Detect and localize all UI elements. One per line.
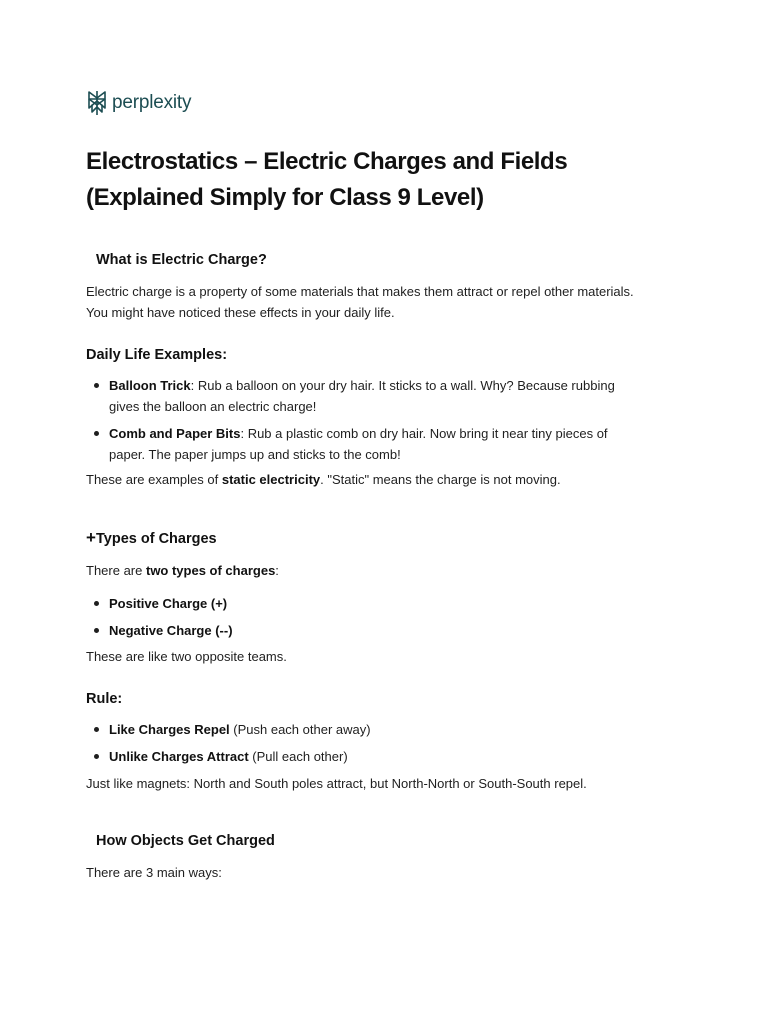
- section-heading-electric-charge: What is Electric Charge?: [96, 252, 267, 268]
- section-heading-types-of-charges: +Types of Charges: [86, 528, 217, 547]
- brand-logo[interactable]: [86, 88, 686, 118]
- opposite-teams-note: These are like two opposite teams.: [86, 649, 287, 664]
- list-item: Positive Charge (+): [109, 593, 686, 614]
- list-item: Like Charges Repel (Push each other away): [109, 719, 686, 740]
- list-item: Negative Charge (--): [109, 620, 686, 641]
- charge-definition: Electric charge is a property of some materials that makes them attract or repel other materials. You might have noticed these effects in your daily life.: [86, 284, 634, 320]
- types-intro: There are two types of charges:: [86, 563, 279, 578]
- charge-types-list: [86, 593, 686, 641]
- list-item: Unlike Charges Attract (Pull each other): [109, 746, 686, 767]
- list-item: Comb and Paper Bits: Rub a plastic comb on dry hair. Now bring it near tiny pieces of paper. The paper jumps up and sticks to the comb!: [109, 423, 686, 465]
- plus-icon: +: [86, 528, 96, 547]
- page-title-line-2: (Explained Simply for Class 9 Level): [86, 184, 484, 211]
- magnets-note: Just like magnets: North and South poles attract, but North-North or South-South repel.: [86, 776, 587, 791]
- rules-list: [86, 719, 686, 767]
- brand-name: perplexity: [112, 92, 192, 113]
- document-page: [86, 88, 686, 883]
- daily-life-heading: Daily Life Examples:: [86, 347, 228, 363]
- page-title-line-1: Electrostatics – Electric Charges and Fields: [86, 148, 568, 175]
- list-item: Balloon Trick: Rub a balloon on your dry hair. It sticks to a wall. Why? Because rubbing gives the balloon an electric charge!: [109, 375, 686, 417]
- section-heading-how-objects-get-charged: How Objects Get Charged: [96, 833, 275, 849]
- daily-life-list: [86, 375, 686, 465]
- perplexity-logo-icon: [86, 90, 108, 116]
- rule-heading: Rule:: [86, 691, 123, 707]
- charging-intro: There are 3 main ways:: [86, 865, 222, 880]
- static-electricity-note: These are examples of static electricity. "Static" means the charge is not moving.: [86, 472, 561, 487]
- page-title: [86, 144, 686, 216]
